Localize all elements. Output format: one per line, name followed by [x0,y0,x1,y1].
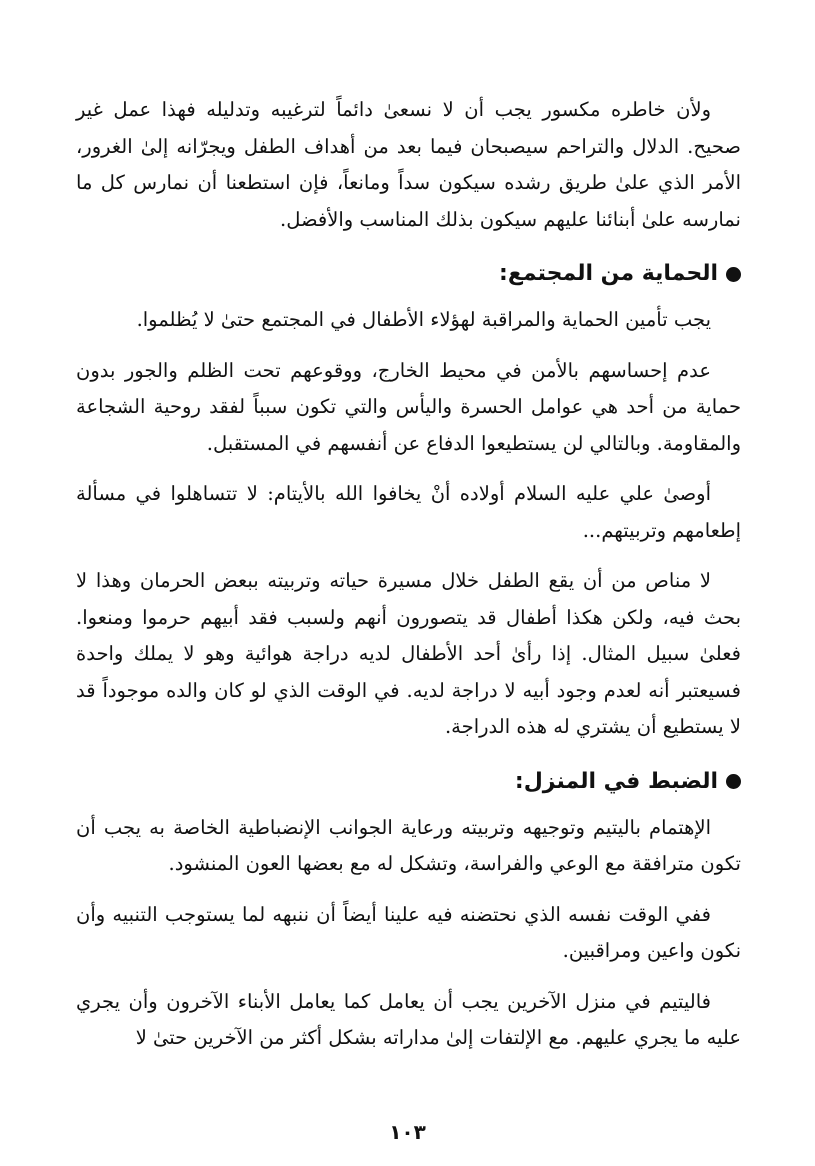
bullet-icon [726,774,741,789]
section-heading-protection [76,252,741,296]
paragraph-protection: يجب تأمين الحماية والمراقبة لهؤلاء الأطفال في المجتمع حتىٰ لا يُظلموا. [136,308,711,331]
paragraph-broken-heart: ولأن خاطره مكسور يجب أن لا نسعىٰ دائماً لترغيبه وتدليله فهذا عمل غير صحيح. الدلال والتراحم سيصبحان فيما بعد من أهداف الطفل ويجرّانه إلىٰ الغرور، الأمر الذي علىٰ طريق رشده سيكون سداً ومانعاً، فإن استطعنا أن نمارس كل ما نمارسه علىٰ أبنائنا عليهم سيكون بذلك المناسب والأفضل. [76,98,741,231]
section-heading-discipline [76,760,741,804]
section-heading-protection-label: الحماية من المجتمع: [499,261,718,286]
page-number: ١٠٣ [389,1120,426,1144]
paragraph-equal-treatment: فاليتيم في منزل الآخرين يجب أن يعامل كما يعامل الأبناء الآخرون وأن يجري عليه ما يجري عليهم. مع الإلتفات إلىٰ مداراته بشكل أكثر من الآخرين حتىٰ لا [76,989,741,1049]
paragraph-ali-advice: أوصىٰ علي عليه السلام أولاده أنْ يخافوا الله بالأيتام: لا تتساهلوا في مسألة إطعامهم وتربيتهم... [76,482,741,542]
paragraph-care: الإهتمام باليتيم وتوجيهه وتربيته ورعاية الجوانب الإنضباطية الخاصة به يجب أن تكون مترافقة مع الوعي والفراسة، وتشكل له مع بعضها العون المنشود. [76,815,741,875]
paragraph-insecurity: عدم إحساسهم بالأمن في محيط الخارج، ووقوعهم تحت الظلم والجور بدون حماية من أحد هي عوامل الحسرة واليأس والتي تكون سبباً لفقد روحية الشجاعة والمقاومة. وبالتالي لن يستطيعوا الدفاع عن أنفسهم في المستقبل. [76,358,741,455]
bullet-icon [726,267,741,282]
paragraph-alertness: ففي الوقت نفسه الذي نحتضنه فيه علينا أيضاً أن ننبهه لما يستوجب التنبيه وأن نكون واعين ومراقبين. [76,902,741,962]
paragraph-deprivation: لا مناص من أن يقع الطفل خلال مسيرة حياته وتربيته ببعض الحرمان وهذا لا بحث فيه، ولكن هكذا أطفال قد يتصورون أنهم ولسبب فقد أبيهم حرموا ومنعوا. فعلىٰ سبيل المثال. إذا رأىٰ أحد الأطفال لديه دراجة هوائية وهو لا يملك واحدة فسيعتبر أنه لعدم وجود أبيه لا دراجة لديه. في الوقت الذي لو كان والده موجوداً قد لا يستطيع أن يشتري له هذه الدراجة. [76,569,741,738]
section-heading-discipline-label: الضبط في المنزل: [514,768,718,794]
